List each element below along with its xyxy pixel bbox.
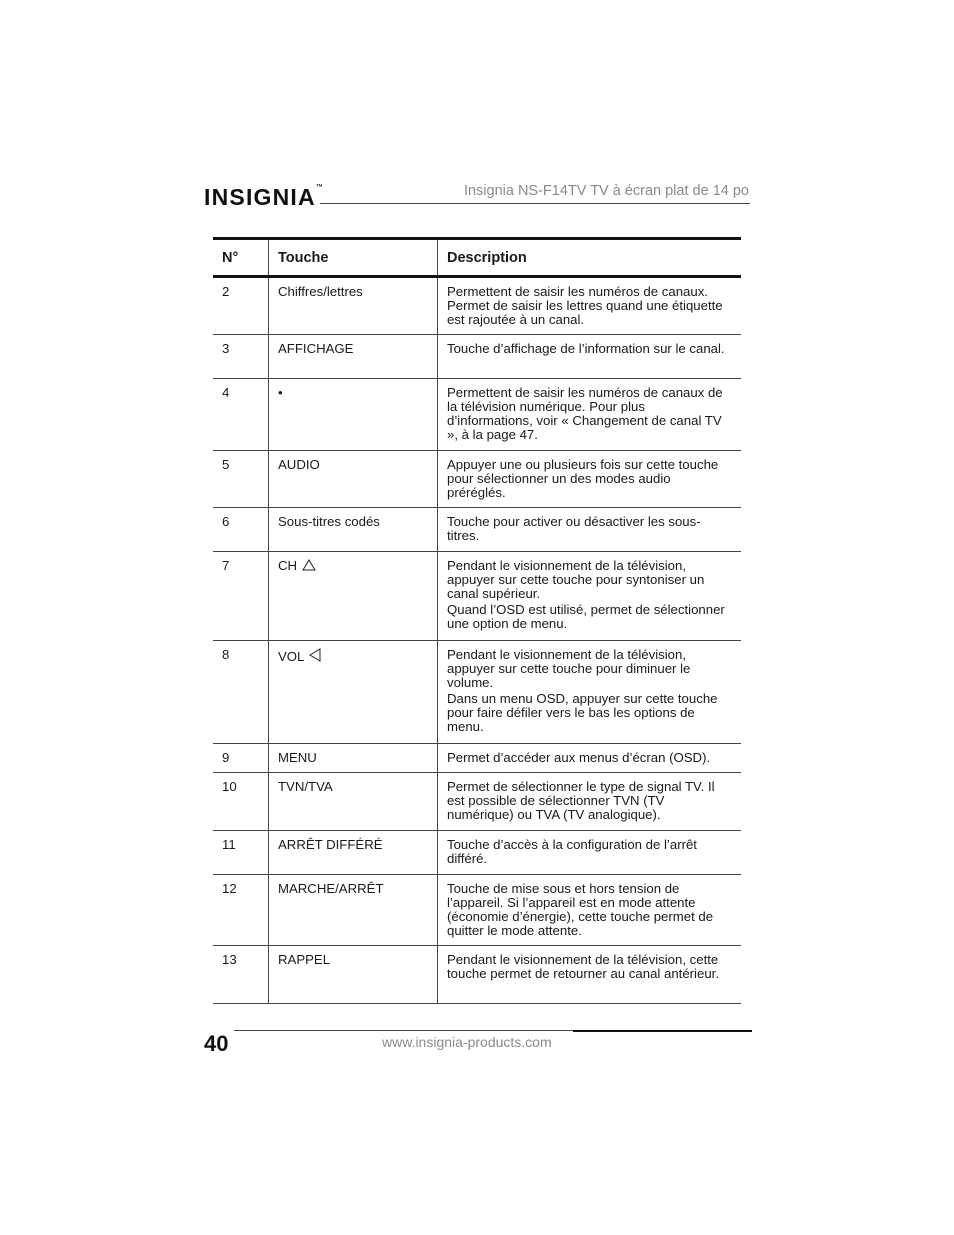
table-row	[213, 277, 741, 335]
row-number: 8	[213, 641, 269, 744]
row-key	[269, 335, 438, 379]
description-paragraph: Pendant le visionnement de la télévision, cette touche permet de retourner au canal antérieur.	[447, 952, 719, 981]
row-number: 12	[213, 875, 269, 946]
row-key	[269, 508, 438, 552]
table-row	[213, 875, 741, 946]
description-paragraph: Touche d’accès à la configuration de l’arrêt différé.	[447, 837, 697, 866]
description-paragraph: Pendant le visionnement de la télévision, appuyer sur cette touche pour syntoniser un canal supérieur.	[447, 558, 705, 601]
table-row	[213, 946, 741, 1004]
remote-keys-table	[213, 237, 741, 1004]
key-label: AUDIO	[278, 457, 320, 472]
description-paragraph: Permet de sélectionner le type de signal TV. Il est possible de sélectionner TVN (TV numérique) ou TVA (TV analogique).	[447, 779, 715, 822]
key-label: MARCHE/ARRÊT	[278, 881, 384, 896]
table-row	[213, 508, 741, 552]
key-label: Sous-titres codés	[278, 514, 380, 529]
row-description	[438, 773, 742, 831]
row-number: 7	[213, 552, 269, 641]
column-header-description: Description	[438, 239, 742, 277]
table-row	[213, 641, 741, 744]
row-description	[438, 277, 742, 335]
row-description	[438, 875, 742, 946]
row-key	[269, 744, 438, 773]
column-header-key: Touche	[269, 239, 438, 277]
row-key	[269, 379, 438, 451]
document-title: Insignia NS-F14TV TV à écran plat de 14 po	[463, 183, 749, 199]
row-description	[438, 946, 742, 1004]
row-description	[438, 641, 742, 744]
table-row	[213, 831, 741, 875]
row-key	[269, 277, 438, 335]
row-description	[438, 552, 742, 641]
key-label: Chiffres/lettres	[278, 284, 363, 299]
row-key	[269, 875, 438, 946]
key-label: RAPPEL	[278, 952, 331, 967]
key-label: AFFICHAGE	[278, 341, 354, 356]
description-paragraph: Quand l’OSD est utilisé, permet de sélectionner une option de menu.	[447, 602, 725, 631]
key-label: ARRÊT DIFFÉRÉ	[278, 837, 383, 852]
row-number: 3	[213, 335, 269, 379]
row-number: 6	[213, 508, 269, 552]
footer-url: www.insignia-products.com	[382, 1034, 552, 1050]
row-description	[438, 335, 742, 379]
table-row	[213, 773, 741, 831]
key-label: TVN/TVA	[278, 779, 333, 794]
row-number: 5	[213, 451, 269, 508]
row-description	[438, 744, 742, 773]
row-number: 4	[213, 379, 269, 451]
table-row	[213, 552, 741, 641]
header-divider	[320, 203, 750, 204]
key-label: •	[278, 385, 283, 400]
row-number: 9	[213, 744, 269, 773]
row-number: 10	[213, 773, 269, 831]
row-key	[269, 641, 438, 744]
page-number: 40	[204, 1031, 229, 1056]
description-paragraph: Touche pour activer ou désactiver les sous-titres.	[447, 514, 701, 543]
row-key	[269, 946, 438, 1004]
row-key	[269, 773, 438, 831]
description-paragraph: Permettent de saisir les numéros de canaux de la télévision numérique. Pour plus d’informations, voir « Changement de canal TV », à la page 47.	[447, 385, 723, 442]
description-paragraph: Permet d’accéder aux menus d’écran (OSD).	[447, 750, 711, 765]
row-description	[438, 379, 742, 451]
description-paragraph: Touche d’affichage de l’information sur le canal.	[447, 341, 725, 356]
description-paragraph: Permettent de saisir les numéros de canaux. Permet de saisir les lettres quand une étiquette est rajoutée à un canal.	[447, 284, 723, 327]
description-paragraph: Pendant le visionnement de la télévision, appuyer sur cette touche pour diminuer le volume.	[447, 647, 691, 690]
description-paragraph: Dans un menu OSD, appuyer sur cette touche pour faire défiler vers le bas les options de menu.	[447, 691, 718, 734]
row-description	[438, 451, 742, 508]
table-row	[213, 451, 741, 508]
row-number: 2	[213, 277, 269, 335]
key-label: MENU	[278, 750, 317, 765]
row-description	[438, 508, 742, 552]
table-row	[213, 335, 741, 379]
column-header-number: N°	[213, 239, 269, 277]
row-description	[438, 831, 742, 875]
table-header-row	[213, 239, 741, 277]
key-label: VOL	[278, 649, 305, 664]
footer-divider-accent	[573, 1030, 752, 1032]
triangle-left-icon	[309, 648, 321, 665]
description-paragraph: Touche de mise sous et hors tension de l’appareil. Si l’appareil est en mode attente (économie d’énergie), cette touche permet de quitter le mode attente.	[447, 881, 714, 938]
table-row	[213, 379, 741, 451]
row-number: 13	[213, 946, 269, 1004]
row-number: 11	[213, 831, 269, 875]
description-paragraph: Appuyer une ou plusieurs fois sur cette touche pour sélectionner un des modes audio préréglés.	[447, 457, 719, 500]
triangle-up-icon	[302, 559, 316, 574]
row-key	[269, 552, 438, 641]
brand-logo: INSIGNIA™	[204, 184, 323, 210]
row-key	[269, 451, 438, 508]
key-label: CH	[278, 558, 298, 573]
table-row	[213, 744, 741, 773]
row-key	[269, 831, 438, 875]
